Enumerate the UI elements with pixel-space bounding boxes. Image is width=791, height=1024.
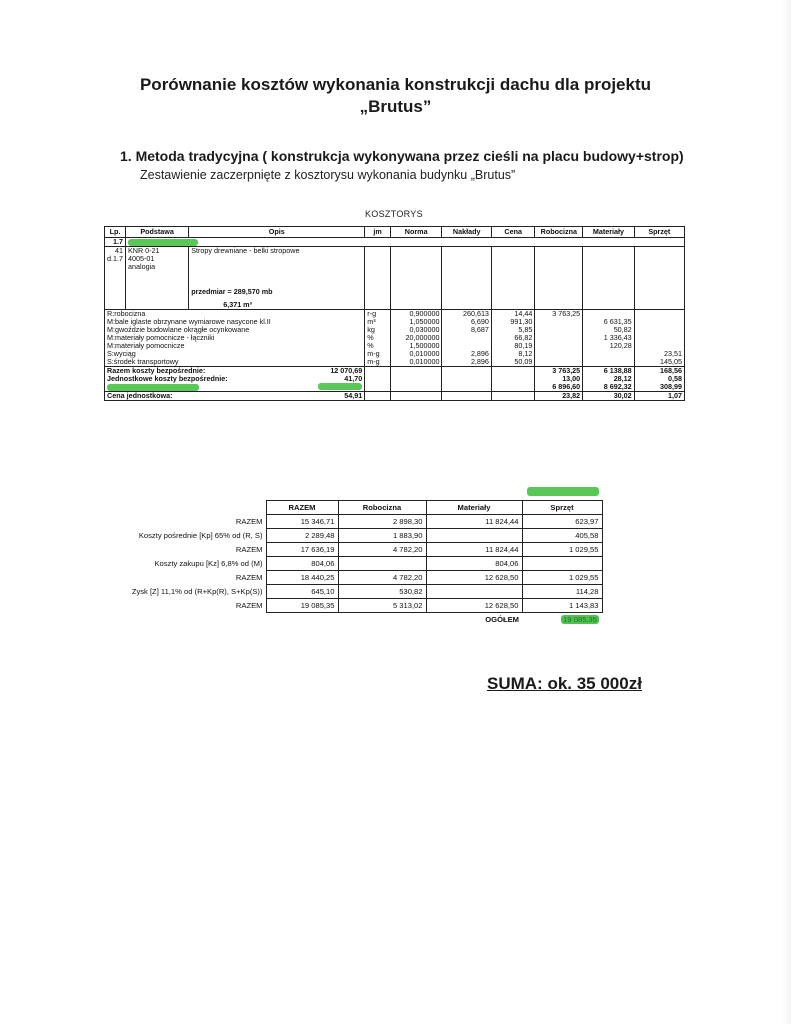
resource-row: M:gwoździe budowlane okrągłe ocynkowane kg 0,030000 8,687 5,85 50,82 xyxy=(105,326,685,334)
highlight-mark xyxy=(128,239,198,246)
summary-header-robocizna: Robocizna xyxy=(338,501,426,515)
page-title-line-1: Porównanie kosztów wykonania konstrukcji dachu dla projektu xyxy=(139,75,652,94)
volume-row xyxy=(105,299,685,310)
jednostkowe-label: Jednostkowe koszty bezpośrednie: xyxy=(107,374,228,383)
kosztorys-caption: KOSZTORYS xyxy=(365,209,423,219)
summary-table xyxy=(110,500,603,626)
position-row xyxy=(105,247,685,272)
header-jm: jm xyxy=(365,227,391,238)
position-lp: 41 d.1.7 xyxy=(105,247,126,272)
resource-row: M:bale iglaste obrzynane wymiarowe nasycone kl.II m³ 1,050000 6,690 991,30 6 631,35 xyxy=(105,318,685,326)
summary-row: RAZEM 17 636,19 4 782,20 11 824,44 1 029,55 xyxy=(110,543,602,557)
header-podstawa: Podstawa xyxy=(126,227,189,238)
highlight-mark xyxy=(107,384,199,391)
razem-highlight-row: 6 896,60 8 692,32 308,99 xyxy=(105,383,685,392)
suma-total: SUMA: ok. 35 000zł xyxy=(487,674,642,693)
summary-row: Zysk [Z] 11,1% od (R+Kp(R), S+Kp(S)) 645,10 530,82 114,28 xyxy=(110,585,602,599)
summary-header-razem: RAZEM xyxy=(266,501,338,515)
summary-row: RAZEM 19 085,35 5 313,02 12 628,50 1 143,83 xyxy=(110,599,602,613)
resource-row: M:materiały pomocnicze - łączniki % 20,000000 66,82 1 336,43 xyxy=(105,334,685,342)
summary-header-materialy: Materiały xyxy=(426,501,522,515)
header-robocizna: Robocizna xyxy=(535,227,583,238)
cena-value: 54,91 xyxy=(344,391,363,400)
summary-header-row xyxy=(110,501,602,515)
header-sprzet: Sprzęt xyxy=(634,227,684,238)
header-cena: Cena xyxy=(491,227,534,238)
summary-row: RAZEM 18 440,25 4 782,20 12 628,50 1 029,55 xyxy=(110,571,602,585)
header-norma: Norma xyxy=(390,227,442,238)
total-label: OGÓŁEM xyxy=(485,615,519,624)
summary-row: RAZEM 15 346,71 2 898,30 11 824,44 623,97 xyxy=(110,515,602,529)
kosztorys-header-row xyxy=(105,227,685,238)
summary-row: Koszty pośrednie [Kp] 65% od (R, S) 2 289,48 1 883,90 405,58 xyxy=(110,529,602,543)
resource-row: R:robocizna r-g 0,900000 260,613 14,44 3 763,25 xyxy=(105,310,685,319)
kosztorys-table xyxy=(104,226,685,401)
section-subtitle: Zestawienie zaczerpnięte z kosztorysu wykonania budynku „Brutus” xyxy=(140,168,516,182)
jednostkowe-value: 41,70 xyxy=(344,374,363,383)
header-materialy: Materiały xyxy=(583,227,635,238)
highlight-mark xyxy=(318,383,362,390)
section-heading: 1. Metoda tradycyjna ( konstrukcja wykonywana przez cieśli na placu budowy+strop) xyxy=(120,148,684,164)
header-naklady: Nakłady xyxy=(442,227,491,238)
resource-row: M:materiały pomocnicze % 1,500000 80,19 120,28 xyxy=(105,342,685,350)
page-title xyxy=(0,74,791,118)
resource-row: S:wyciąg m-g 0,010000 2,896 8,12 23,51 xyxy=(105,350,685,358)
przedmiar: przedmiar = 289,570 mb xyxy=(189,271,365,299)
cena-label: Cena jednostkowa: xyxy=(107,391,173,400)
przedmiar-row xyxy=(105,271,685,299)
total-value: 19 085,35 xyxy=(563,615,597,624)
highlight-mark xyxy=(527,487,599,496)
item-number: 1.7 xyxy=(105,238,126,247)
page-title-line-2: „Brutus” xyxy=(359,97,432,116)
position-opis: Stropy drewniane - belki stropowe xyxy=(189,247,365,272)
summary-header-sprzet: Sprzęt xyxy=(522,501,602,515)
razem-koszty-row: Razem koszty bezpośrednie: 12 070,69 3 763,25 6 138,88 168,56 xyxy=(105,367,685,376)
razem-koszty-value: 12 070,69 xyxy=(330,366,363,375)
header-opis: Opis xyxy=(189,227,365,238)
header-lp: Lp. xyxy=(105,227,126,238)
cena-jednostkowa-row: Cena jednostkowa: 54,91 23,82 30,02 1,07 xyxy=(105,392,685,401)
jednostkowe-row: Jednostkowe koszty bezpośrednie: 41,70 13,00 28,12 0,58 xyxy=(105,375,685,383)
summary-total-row xyxy=(110,613,602,627)
position-podstawa: KNR 0-21 4005-01 analogia xyxy=(126,247,189,272)
summary-row: Koszty zakupu [Kz] 6,8% od (M) 804,06 804,06 xyxy=(110,557,602,571)
razem-koszty-label: Razem koszty bezpośrednie: xyxy=(107,366,206,375)
volume: 6,371 m³ xyxy=(189,299,365,310)
resource-row: S:środek transportowy m-g 0,010000 2,896 50,09 145,05 xyxy=(105,358,685,367)
page-edge xyxy=(781,0,791,1024)
